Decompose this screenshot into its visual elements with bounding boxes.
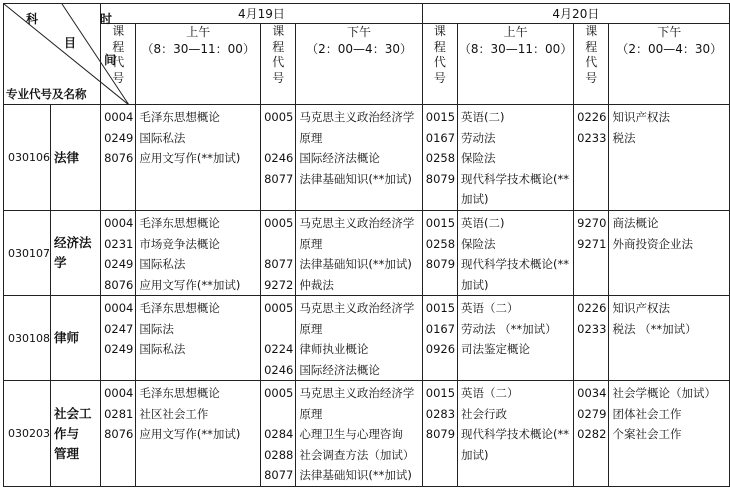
date-header-0419: 4月19日 bbox=[101, 4, 423, 24]
course-names: 英语（二） 劳动法 （**加试） 司法鉴定概论 bbox=[458, 296, 574, 381]
major-code: 030106 bbox=[4, 105, 51, 211]
course-codes: 0226 0233 bbox=[574, 296, 609, 381]
course-names: 毛泽东思想概论 国际法 国际私法 bbox=[136, 296, 261, 381]
major-name: 经济法学 bbox=[51, 211, 101, 296]
session-header-am: 上午 （8：30—11：00） bbox=[458, 24, 574, 105]
course-names: 知识产权法 税法 （**加试） bbox=[609, 296, 730, 381]
course-codes: 0004 0247 0249 bbox=[101, 296, 136, 381]
course-names: 英语（二） 社会行政 现代科学技术概论(** 加试) bbox=[458, 381, 574, 487]
course-codes: 0004 0249 8076 bbox=[101, 105, 136, 211]
course-names: 马克思主义政治经济学 原理 法律基础知识(**加试) 仲裁法 bbox=[296, 211, 422, 296]
corner-time: 时 bbox=[100, 12, 113, 26]
major-name: 律师 bbox=[51, 296, 101, 381]
major-name: 法律 bbox=[51, 105, 101, 211]
course-names: 毛泽东思想概论 国际私法 应用文写作(**加试) bbox=[136, 105, 261, 211]
course-codes: 0226 0233 bbox=[574, 105, 609, 211]
table-row bbox=[4, 105, 730, 211]
course-codes: 0004 0231 0249 8076 bbox=[101, 211, 136, 296]
course-names: 商法概论 外商投资企业法 bbox=[609, 211, 730, 296]
course-names: 英语(二) 劳动法 保险法 现代科学技术概论(** 加试) bbox=[458, 105, 574, 211]
code-header: 课 程 代 号 bbox=[574, 24, 609, 105]
corner-major-label: 专业代号及名称 bbox=[6, 87, 87, 101]
course-codes: 0005 0246 8077 bbox=[261, 105, 296, 211]
course-codes: 0015 0283 8079 bbox=[422, 381, 457, 487]
course-names: 知识产权法 税法 bbox=[609, 105, 730, 211]
exam-schedule-table bbox=[3, 3, 730, 487]
course-codes: 0015 0258 8079 bbox=[422, 211, 457, 296]
table-row bbox=[4, 211, 730, 296]
corner-header-cell bbox=[4, 4, 117, 105]
course-codes: 0005 0284 0288 8077 bbox=[261, 381, 296, 487]
corner-between: 间 bbox=[104, 53, 117, 67]
session-header-pm: 下午 （2：00—4：30） bbox=[609, 24, 730, 105]
course-names: 毛泽东思想概论 市场竞争法概论 国际私法 应用文写作(**加试) bbox=[136, 211, 261, 296]
course-codes: 0034 0279 0282 bbox=[574, 381, 609, 487]
course-names: 马克思主义政治经济学 原理 心理卫生与心理咨询 社会调查方法（加试） 法律基础知识(**加试) bbox=[296, 381, 422, 487]
major-code: 030108 bbox=[4, 296, 51, 381]
course-names: 马克思主义政治经济学 原理 律师执业概论 国际经济法概论 bbox=[296, 296, 422, 381]
corner-subject: 科 bbox=[26, 12, 39, 26]
code-header: 课 程 代 号 bbox=[261, 24, 296, 105]
corner-item: 目 bbox=[64, 36, 77, 50]
date-header-0420: 4月20日 bbox=[422, 4, 729, 24]
major-name: 社会工作与 管理 bbox=[51, 381, 101, 487]
course-codes: 0005 0224 0246 bbox=[261, 296, 296, 381]
course-names: 马克思主义政治经济学 原理 国际经济法概论 法律基础知识(**加试) bbox=[296, 105, 422, 211]
course-codes: 0004 0281 8076 bbox=[101, 381, 136, 487]
course-names: 毛泽东思想概论 社区社会工作 应用文写作(**加试) bbox=[136, 381, 261, 487]
code-header: 课 程 代 号 bbox=[101, 24, 136, 105]
course-names: 社会学概论（加试） 团体社会工作 个案社会工作 bbox=[609, 381, 730, 487]
code-header: 课 程 代 号 bbox=[422, 24, 457, 105]
major-code: 030107 bbox=[4, 211, 51, 296]
session-header-am: 上午 （8：30—11：00） bbox=[136, 24, 261, 105]
course-codes: 9270 9271 bbox=[574, 211, 609, 296]
table-row bbox=[4, 381, 730, 487]
session-header-pm: 下午 （2：00—4：30） bbox=[296, 24, 422, 105]
course-codes: 0015 0167 0258 8079 bbox=[422, 105, 457, 211]
course-codes: 0005 8077 9272 bbox=[261, 211, 296, 296]
course-codes: 0015 0167 0926 bbox=[422, 296, 457, 381]
course-names: 英语(二) 保险法 现代科学技术概论(** 加试) bbox=[458, 211, 574, 296]
major-code: 030203 bbox=[4, 381, 51, 487]
table-row bbox=[4, 296, 730, 381]
